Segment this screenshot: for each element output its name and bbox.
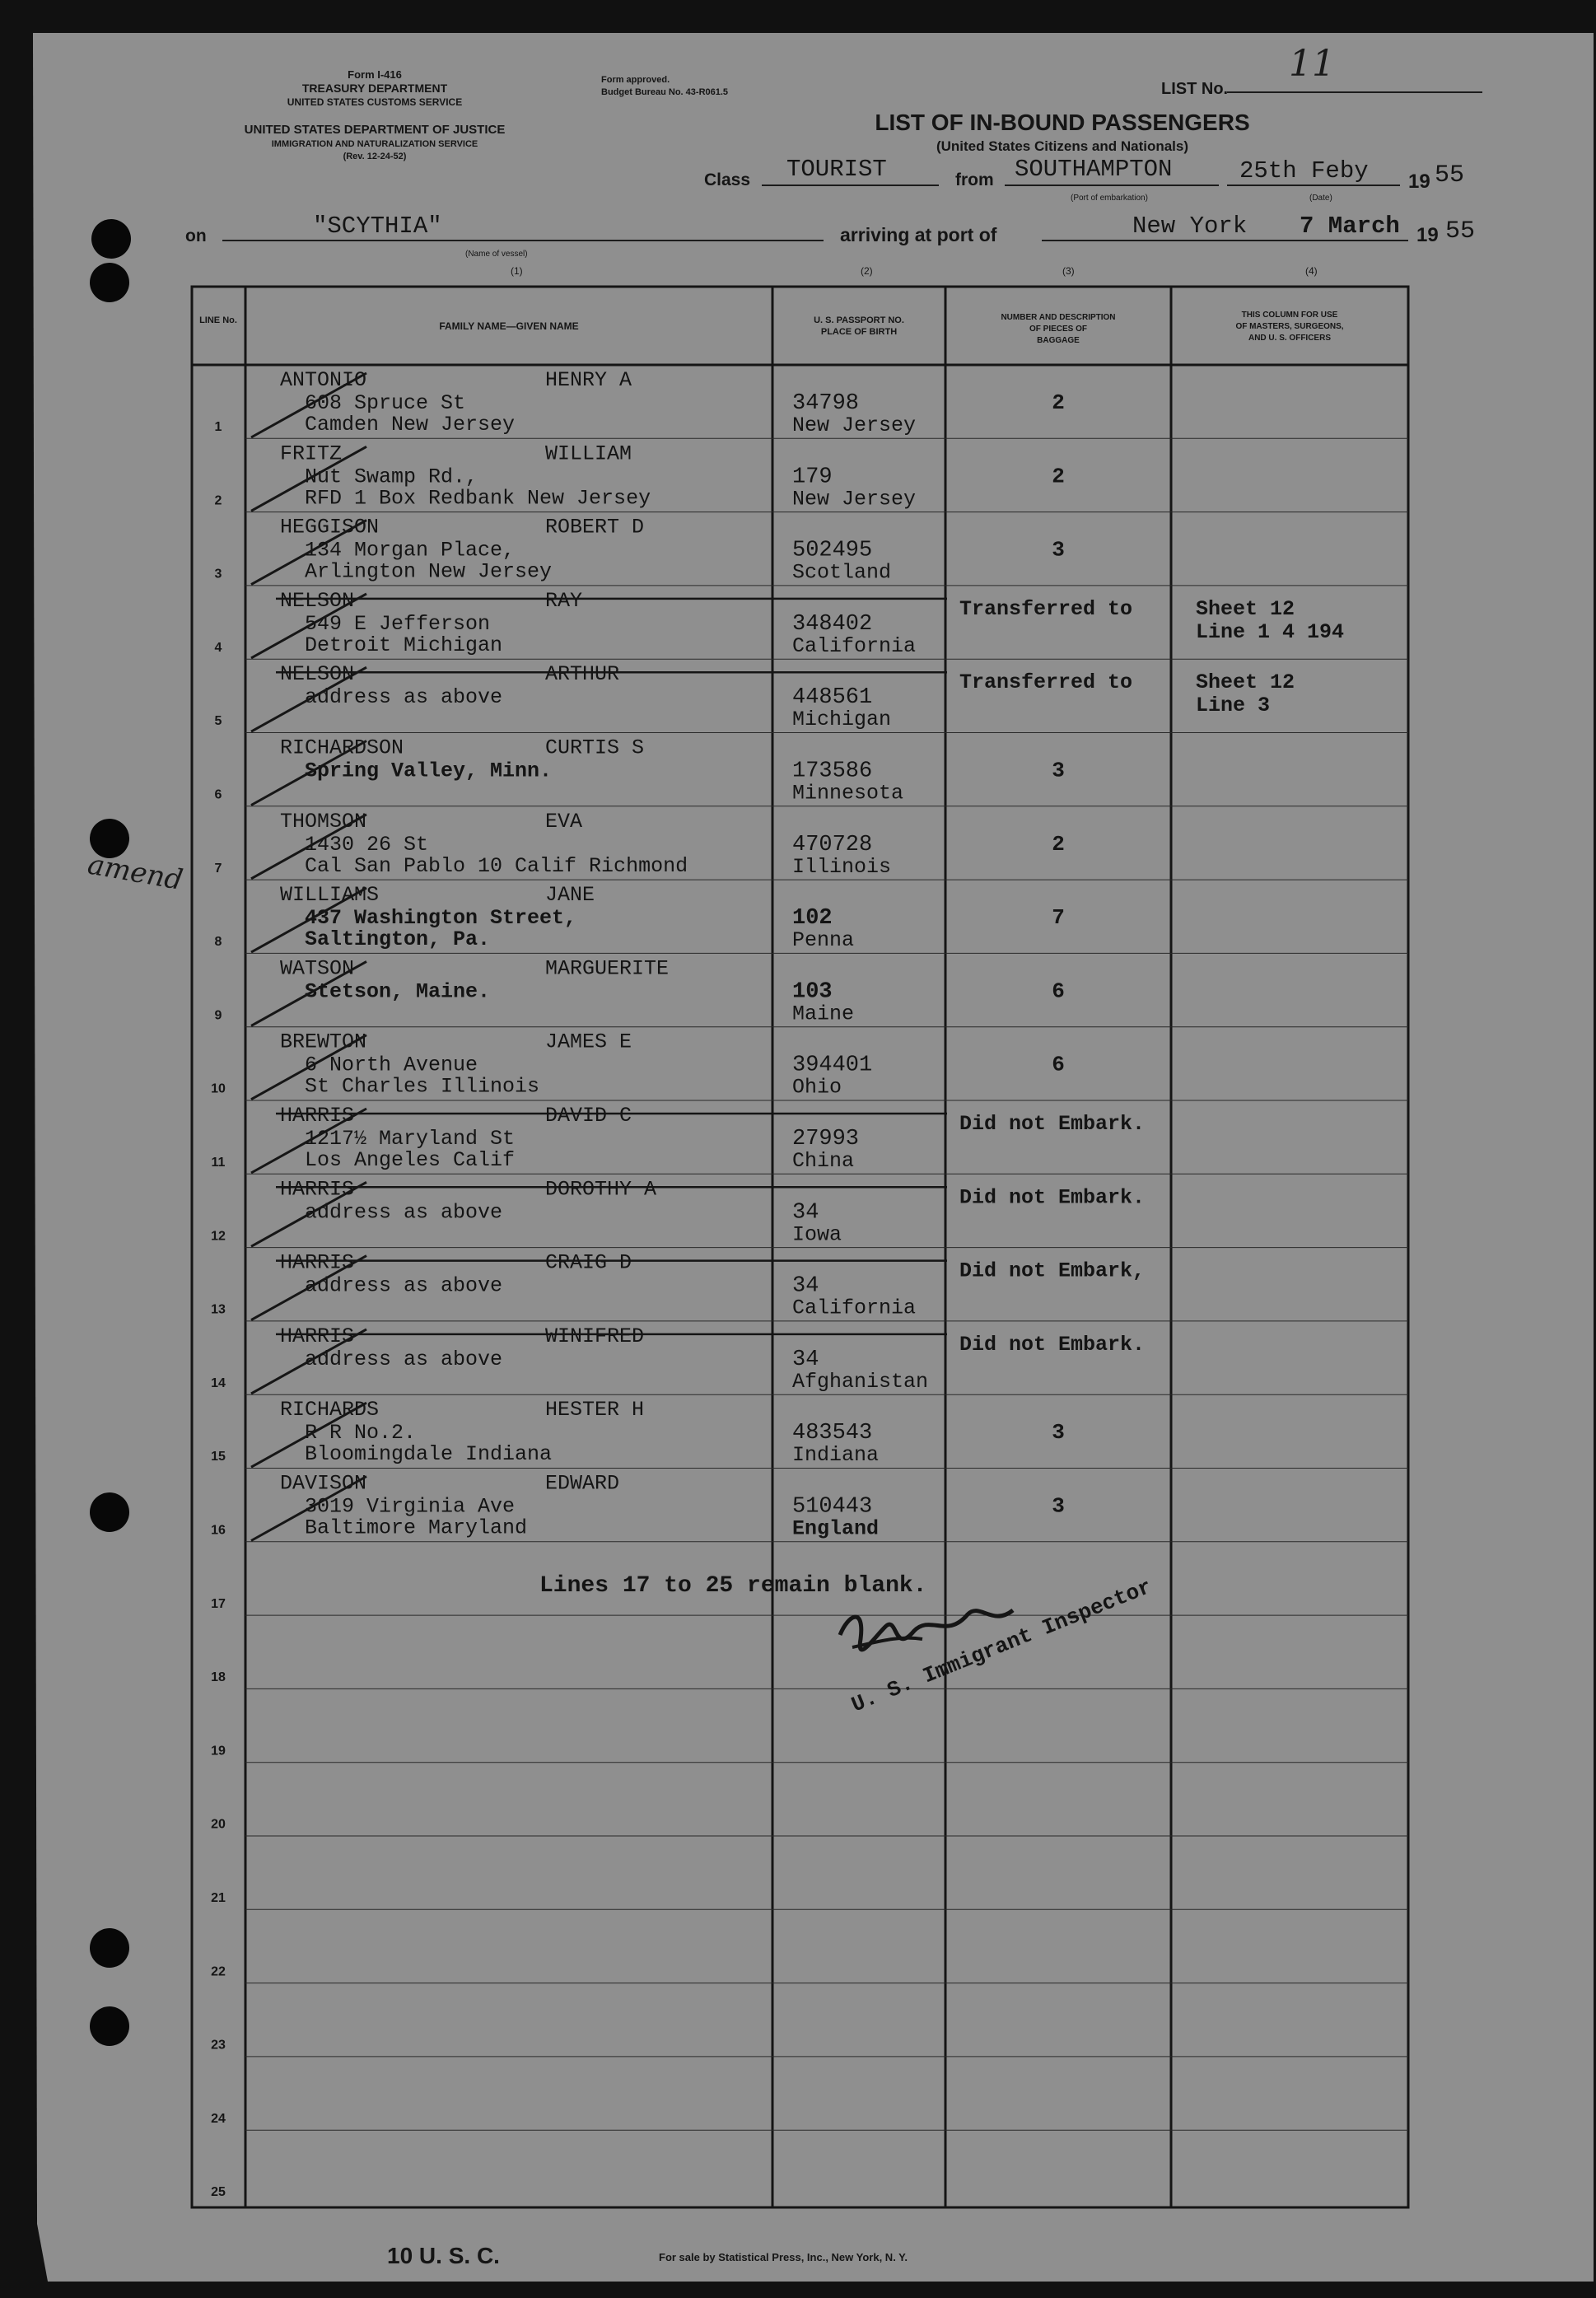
baggage-count: 3 — [1052, 1493, 1065, 1519]
line-number: 14 — [211, 1376, 226, 1390]
line-number: 1 — [214, 420, 222, 434]
embarkation-date: 25th Feby — [1239, 157, 1369, 184]
address-line-1: 549 E Jefferson — [305, 611, 491, 636]
passport-number: 510443 — [792, 1494, 873, 1520]
vessel-caption: (Name of vessel) — [465, 250, 528, 259]
department-of-justice: UNITED STATES DEPARTMENT OF JUSTICE — [244, 123, 506, 137]
place-of-birth: Afghanistan — [792, 1369, 929, 1394]
year-prefix: 19 — [1408, 170, 1430, 193]
header-baggage-2: OF PIECES OF — [1029, 325, 1088, 334]
list-subtitle: (United States Citizens and Nationals) — [936, 138, 1189, 154]
place-of-birth: Scotland — [792, 560, 892, 585]
family-name: HARRIS — [280, 1177, 355, 1202]
customs-service: UNITED STATES CUSTOMS SERVICE — [287, 96, 463, 108]
family-name: WATSON — [280, 956, 355, 981]
column-number-3: (3) — [1062, 265, 1075, 277]
address-line-1: 608 Spruce St — [305, 391, 466, 415]
given-name: EVA — [545, 809, 583, 834]
place-of-birth: Ohio — [792, 1075, 842, 1100]
given-name: MARGUERITE — [545, 956, 670, 981]
footer-printer: For sale by Statistical Press, Inc., New York, N. Y. — [659, 2251, 908, 2263]
passport-number: 34 — [792, 1273, 819, 1299]
family-name: HARRIS — [280, 1104, 355, 1128]
address-line-1: address as above — [305, 1273, 503, 1298]
line-number: 5 — [214, 714, 222, 729]
immigration-service: IMMIGRATION AND NATURALIZATION SERVICE — [271, 139, 478, 149]
given-name: WINIFRED — [545, 1324, 645, 1348]
address-line-2: Baltimore Maryland — [305, 1516, 528, 1540]
baggage-count: 2 — [1052, 464, 1065, 489]
place-of-birth: California — [792, 1296, 917, 1320]
given-name: CURTIS S — [545, 736, 645, 760]
line-number: 4 — [214, 640, 222, 655]
header-officers-3: AND U. S. OFFICERS — [1248, 334, 1332, 343]
from-label: from — [955, 170, 994, 189]
family-name: HEGGISON — [280, 515, 380, 539]
revision-date: (Rev. 12-24-52) — [343, 152, 407, 161]
officer-note: Transferred to — [959, 670, 1133, 695]
family-name: DAVISON — [280, 1471, 367, 1496]
address-line-1: 1217½ Maryland St — [305, 1127, 516, 1151]
place-of-birth: Minnesota — [792, 781, 904, 806]
embarkation-port: SOUTHAMPTON — [1015, 156, 1173, 183]
address-line-1: R R No.2. — [305, 1421, 417, 1446]
address-line-1: 134 Morgan Place, — [305, 538, 516, 563]
family-name: ANTONIO — [280, 368, 367, 392]
line-number: 13 — [211, 1302, 226, 1317]
place-of-birth: New Jersey — [792, 487, 917, 511]
vessel-name: "SCYTHIA" — [313, 213, 442, 240]
officer-note-sheet: Sheet 12 — [1196, 670, 1295, 695]
address-line-1: Stetson, Maine. — [305, 979, 491, 1004]
punch-hole — [91, 219, 131, 259]
date-caption: (Date) — [1309, 194, 1332, 203]
treasury-department: TREASURY DEPARTMENT — [301, 82, 448, 95]
address-line-1: 6 North Avenue — [305, 1053, 478, 1077]
officer-note-sheet: Sheet 12 — [1196, 596, 1295, 621]
officer-note: Did not Embark, — [959, 1259, 1146, 1283]
arrival-port: New York — [1132, 213, 1248, 240]
column-number-2: (2) — [861, 265, 873, 277]
family-name: RICHARDS — [280, 1398, 380, 1422]
address-line-2: Bloomingdale Indiana — [305, 1442, 553, 1467]
address-line-2: St Charles Illinois — [305, 1074, 540, 1099]
given-name: HESTER H — [545, 1398, 645, 1422]
list-number-value: 11 — [1289, 43, 1335, 85]
place-of-birth: Michigan — [792, 708, 892, 732]
passport-number: 34798 — [792, 391, 860, 416]
officer-note-line: Line 1 4 194 — [1196, 619, 1345, 644]
line-number: 9 — [214, 1008, 222, 1023]
address-line-1: 1430 26 St — [305, 832, 429, 857]
class-label: Class — [704, 170, 751, 189]
line-number: 8 — [214, 935, 222, 950]
address-line-1: address as above — [305, 685, 503, 710]
column-number-4: (4) — [1305, 265, 1318, 277]
address-line-2: Arlington New Jersey — [305, 559, 553, 584]
given-name: DOROTHY A — [545, 1177, 657, 1202]
passport-number: 448561 — [792, 685, 873, 711]
baggage-count: 2 — [1052, 390, 1065, 415]
given-name: CRAIG D — [545, 1250, 632, 1275]
line-number: 17 — [211, 1596, 226, 1611]
officer-note: Did not Embark. — [959, 1332, 1146, 1357]
address-line-1: 3019 Virginia Ave — [305, 1494, 516, 1519]
punch-hole — [90, 1492, 129, 1532]
line-number: 6 — [214, 787, 222, 802]
passport-number: 179 — [792, 465, 833, 490]
family-name: BREWTON — [280, 1030, 367, 1054]
address-line-1: Nut Swamp Rd., — [305, 465, 478, 489]
on-label: on — [185, 227, 207, 245]
baggage-count: 2 — [1052, 831, 1065, 857]
line-number: 12 — [211, 1229, 226, 1244]
passport-number: 348402 — [792, 611, 873, 637]
passport-number: 102 — [792, 906, 833, 932]
given-name: ARTHUR — [545, 662, 620, 687]
place-of-birth: England — [792, 1516, 880, 1541]
margin-note: amend — [85, 848, 185, 898]
passport-number: 103 — [792, 979, 833, 1005]
line-number: 11 — [211, 1156, 226, 1170]
place-of-birth: Illinois — [792, 854, 892, 879]
given-name: HENRY A — [545, 368, 632, 392]
address-line-2: Saltington, Pa. — [305, 927, 491, 952]
header-officers-1: THIS COLUMN FOR USE — [1241, 311, 1338, 320]
embarkation-year: 55 — [1435, 161, 1465, 189]
address-line-1: Spring Valley, Minn. — [305, 759, 553, 783]
list-title: LIST OF IN-BOUND PASSENGERS — [875, 110, 1250, 135]
place-of-birth: Maine — [792, 1002, 855, 1026]
family-name: NELSON — [280, 662, 355, 687]
given-name: JANE — [545, 883, 595, 908]
family-name: NELSON — [280, 588, 355, 613]
line-number: 3 — [214, 567, 222, 582]
header-baggage-1: NUMBER AND DESCRIPTION — [1001, 313, 1116, 322]
baggage-count: 3 — [1052, 758, 1065, 783]
place-of-birth: California — [792, 633, 917, 658]
line-number: 7 — [214, 861, 222, 876]
place-of-birth: China — [792, 1149, 855, 1173]
passport-number: 34 — [792, 1200, 819, 1226]
line-number: 18 — [211, 1670, 226, 1685]
line-number: 2 — [214, 493, 222, 508]
line-number: 23 — [211, 2038, 226, 2053]
baggage-count: 6 — [1052, 1052, 1065, 1077]
form-number: Form I-416 — [348, 68, 402, 81]
passport-number: 483543 — [792, 1421, 873, 1446]
given-name: EDWARD — [545, 1471, 620, 1496]
address-line-1: address as above — [305, 1347, 503, 1371]
passport-number: 394401 — [792, 1053, 873, 1078]
family-name: FRITZ — [280, 441, 343, 466]
line-number: 24 — [211, 2111, 226, 2126]
header-birthplace: PLACE OF BIRTH — [820, 327, 898, 337]
punch-hole — [90, 2006, 129, 2046]
passport-number: 34 — [792, 1347, 819, 1372]
form-approved: Form approved. — [601, 75, 670, 85]
passport-number: 27993 — [792, 1127, 860, 1151]
punch-hole — [90, 263, 129, 302]
port-caption: (Port of embarkation) — [1071, 194, 1148, 203]
family-name: WILLIAMS — [280, 883, 380, 908]
header-name: FAMILY NAME—GIVEN NAME — [439, 320, 579, 332]
arrival-year: 55 — [1445, 217, 1476, 245]
header-passport: U. S. PASSPORT NO. — [814, 315, 904, 325]
line-number: 16 — [211, 1523, 226, 1538]
line-number: 10 — [211, 1081, 226, 1096]
place-of-birth: New Jersey — [792, 413, 917, 437]
arrival-date: 7 March — [1300, 213, 1400, 240]
address-line-2: RFD 1 Box Redbank New Jersey — [305, 486, 651, 511]
budget-bureau-number: Budget Bureau No. 43-R061.5 — [601, 87, 729, 97]
arrival-year-prefix: 19 — [1416, 224, 1439, 246]
baggage-count: 6 — [1052, 979, 1065, 1004]
baggage-count: 3 — [1052, 537, 1065, 563]
line-number: 22 — [211, 1964, 226, 1979]
column-number-1: (1) — [511, 265, 523, 277]
place-of-birth: Penna — [792, 928, 855, 953]
class-value: TOURIST — [786, 156, 887, 183]
officer-note-line: Line 3 — [1196, 694, 1271, 718]
footer-statute: 10 U. S. C. — [387, 2243, 500, 2268]
given-name: JAMES E — [545, 1030, 632, 1054]
given-name: ROBERT D — [545, 515, 645, 539]
address-line-2: Los Angeles Calif — [305, 1148, 516, 1172]
family-name: HARRIS — [280, 1250, 355, 1275]
family-name: HARRIS — [280, 1324, 355, 1348]
header-officers-2: OF MASTERS, SURGEONS, — [1235, 322, 1344, 331]
passport-number: 470728 — [792, 832, 873, 857]
officer-note: Transferred to — [959, 596, 1133, 621]
list-number-label: LIST No. — [1161, 80, 1229, 98]
header-line-no: LINE No. — [199, 315, 237, 325]
baggage-count: 7 — [1052, 905, 1065, 931]
address-line-1: address as above — [305, 1200, 503, 1225]
address-line-2: Detroit Michigan — [305, 633, 503, 657]
punch-hole — [90, 1928, 129, 1968]
given-name: DAVID C — [545, 1104, 632, 1128]
given-name: RAY — [545, 588, 583, 613]
officer-note: Did not Embark. — [959, 1112, 1146, 1136]
line-number: 20 — [211, 1817, 226, 1832]
given-name: WILLIAM — [545, 441, 632, 466]
line-number: 25 — [211, 2185, 226, 2200]
line-number: 19 — [211, 1744, 226, 1759]
address-line-2: Camden New Jersey — [305, 413, 516, 437]
baggage-count: 3 — [1052, 1420, 1065, 1446]
inspector-title: U. S. Immigrant Inspector — [847, 1574, 1155, 1718]
address-line-2: Cal San Pablo 10 Calif Richmond — [305, 853, 688, 878]
arriving-label: arriving at port of — [840, 224, 997, 245]
officer-note: Did not Embark. — [959, 1185, 1146, 1210]
remain-blank-note: Lines 17 to 25 remain blank. — [539, 1573, 927, 1599]
address-line-1: 437 Washington Street, — [305, 906, 577, 931]
family-name: THOMSON — [280, 809, 367, 834]
line-number: 15 — [211, 1450, 226, 1464]
family-name: RICHARDSON — [280, 736, 404, 760]
line-number: 21 — [211, 1891, 226, 1905]
passport-number: 173586 — [792, 759, 873, 784]
header-baggage-3: BAGGAGE — [1037, 336, 1080, 345]
passport-number: 502495 — [792, 538, 873, 563]
place-of-birth: Iowa — [792, 1222, 842, 1247]
place-of-birth: Indiana — [792, 1443, 880, 1468]
